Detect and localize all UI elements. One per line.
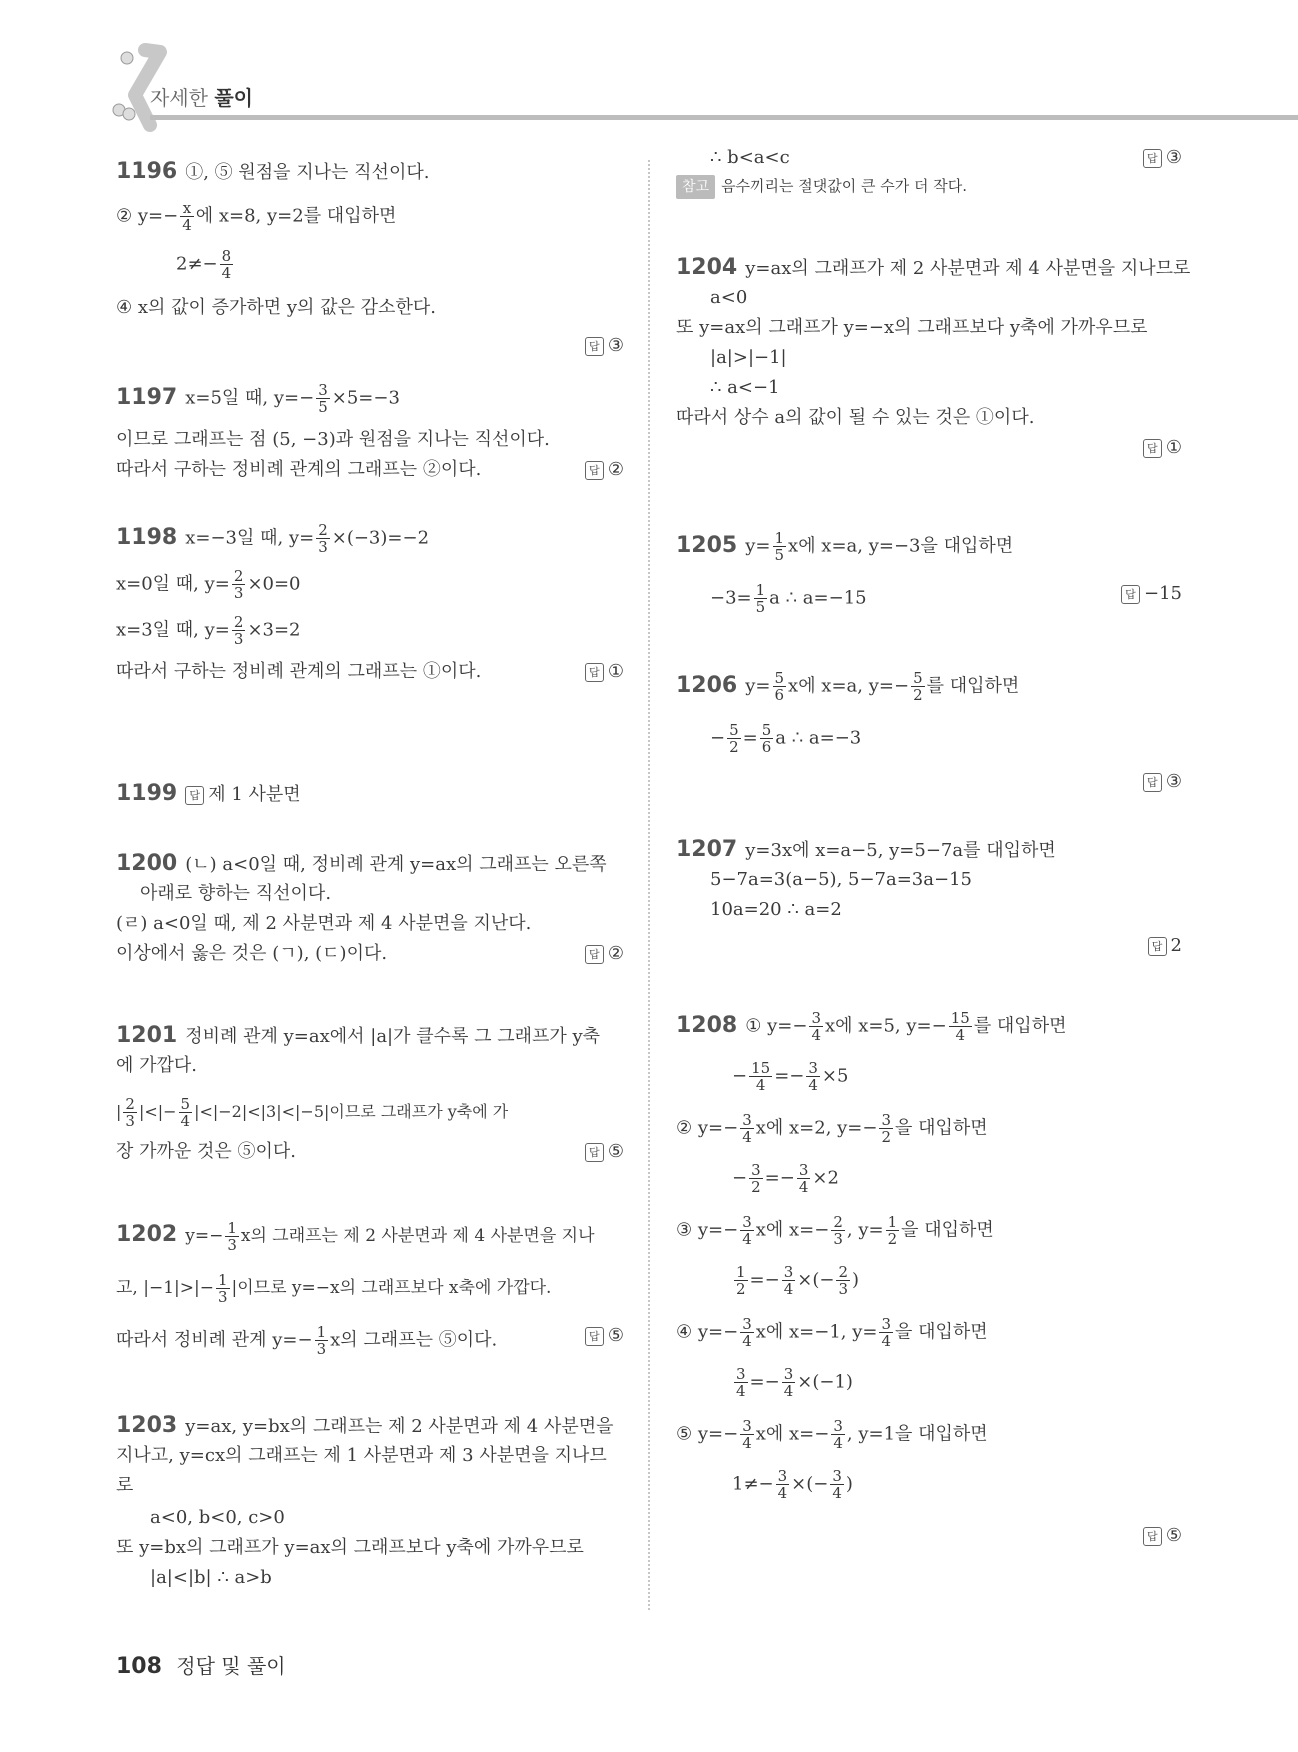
fraction: $\frac{2}{3}$ (125, 1095, 135, 1130)
problem-line (116, 1024, 600, 1049)
solution-text: x에 x=− (755, 1219, 830, 1241)
answer (585, 1324, 624, 1348)
answer-value: ③ (1165, 771, 1182, 792)
problem-number: 1203 (116, 1413, 178, 1438)
fraction: $\frac{x}{4}$ (182, 199, 192, 234)
answer (585, 334, 624, 358)
problem-number: 1199 (116, 781, 178, 806)
problem-line: 장 가까운 것은 ⑤이다. (116, 1141, 296, 1162)
solution-text: 1≠− (732, 1473, 774, 1495)
problem-line (116, 382, 400, 415)
answer-mark-icon: 답 (1143, 149, 1162, 168)
problem-line: 에 가깝다. (116, 1055, 197, 1076)
fraction: $\frac{3}{4}$ (736, 1365, 746, 1400)
problem-line: 이상에서 옳은 것은 (ㄱ), (ㄷ)이다. (116, 943, 388, 964)
answer-mark-icon: 답 (585, 945, 604, 964)
solution-text: y= (745, 675, 771, 697)
fraction: $\frac{5}{4}$ (180, 1095, 191, 1130)
answer (585, 458, 624, 482)
answer (1121, 582, 1182, 606)
solution-text: ×3=2 (247, 619, 301, 641)
solution-text: 을 대입하면 (895, 1117, 988, 1139)
solution-text: =− (749, 1269, 780, 1291)
answer-value: 2 (1170, 935, 1182, 956)
fraction: $\frac{3}{4}$ (833, 1417, 843, 1452)
fraction: $\frac{1}{3}$ (217, 1271, 228, 1306)
problem-line (116, 852, 607, 877)
answer (1143, 436, 1182, 460)
problem-line (176, 248, 235, 281)
fraction: $\frac{2}{3}$ (233, 613, 244, 648)
solution-text: ×(− (797, 1269, 835, 1291)
solution-text: x=3일 때, y= (116, 619, 230, 641)
fraction: $\frac{3}{4}$ (832, 1467, 842, 1502)
problem-number: 1196 (116, 159, 178, 184)
problem-line (116, 568, 301, 601)
problem-line (710, 722, 861, 755)
problem-number: 1201 (116, 1023, 178, 1048)
solution-text: x=0일 때, y= (116, 573, 230, 595)
problem-number: 1200 (116, 851, 178, 876)
problem-line: 10a=20 ∴ a=2 (710, 899, 842, 920)
solution-text: y=3x에 x=a−5, y=5−7a를 대입하면 (745, 840, 1056, 861)
column-divider (648, 160, 650, 1610)
answer-value: ② (607, 459, 624, 480)
solution-text: a ∴ a=−3 (775, 727, 862, 749)
problem-number: 1205 (676, 532, 738, 558)
solution-text: x에 x=2, y=− (755, 1117, 878, 1139)
answer (1143, 1524, 1182, 1548)
answer (1148, 934, 1182, 958)
problem-line: 따라서 상수 a의 값이 될 수 있는 것은 ①이다. (676, 407, 1035, 428)
problem-line (732, 1060, 848, 1093)
problem-number: 1206 (676, 672, 738, 698)
problem-line (676, 1214, 994, 1247)
answer-value: ① (607, 661, 624, 682)
solution-text: ⑤ y=− (676, 1423, 739, 1445)
problem-line: 따라서 구하는 정비례 관계의 그래프는 ②이다. (116, 459, 482, 480)
solution-text: 고, |−1|>|− (116, 1278, 214, 1298)
problem-line (116, 1220, 595, 1253)
fraction: $\frac{3}{5}$ (318, 381, 328, 416)
answer-value: ③ (1165, 147, 1182, 168)
fraction: $\frac{5}{2}$ (729, 721, 739, 756)
header-title-prefix: 자세한 (150, 86, 208, 110)
problem-line (732, 1366, 853, 1399)
answer-mark-icon: 답 (585, 663, 604, 682)
fraction: $\frac{3}{2}$ (751, 1161, 761, 1196)
fraction: $\frac{1}{5}$ (774, 529, 785, 564)
page-header (0, 0, 1298, 150)
answer-mark-icon: 답 (585, 461, 604, 480)
problem-line (676, 1112, 988, 1145)
solution-text: x에 x=a, y=−3을 대입하면 (788, 535, 1014, 557)
answer-mark-icon: 답 (1143, 773, 1162, 792)
problem-line: 지나고, y=cx의 그래프는 제 1 사분면과 제 3 사분면을 지나므 (116, 1445, 607, 1466)
solution-text: ×(−1) (797, 1371, 853, 1393)
problem-line (710, 582, 867, 615)
answer (585, 942, 624, 966)
fraction: $\frac{8}{4}$ (221, 247, 232, 282)
problem-line (676, 670, 1019, 703)
fraction: $\frac{1}{2}$ (887, 1213, 898, 1248)
problem-line: 아래로 향하는 직선이다. (140, 883, 332, 904)
answer (585, 660, 624, 684)
problem-line (116, 782, 301, 807)
problem-line (732, 1264, 859, 1297)
solution-text: y=− (185, 1226, 224, 1246)
problem-line: 또 y=ax의 그래프가 y=−x의 그래프보다 y축에 가까우므로 (676, 317, 1148, 338)
fraction: $\frac{2}{3}$ (318, 521, 328, 556)
fraction: $\frac{1}{3}$ (316, 1323, 327, 1358)
solution-text: 을 대입하면 (901, 1219, 994, 1241)
fraction: $\frac{3}{4}$ (783, 1263, 794, 1298)
fraction: $\frac{2}{3}$ (833, 1213, 843, 1248)
page-footer (116, 1650, 286, 1679)
page-number: 108 (116, 1654, 162, 1679)
problem-line (116, 614, 301, 647)
answer-mark-icon: 답 (585, 1327, 604, 1346)
fraction: $\frac{5}{6}$ (774, 669, 785, 704)
solution-text: =− (749, 1371, 780, 1393)
solution-text: ④ y=− (676, 1321, 739, 1343)
solution-text: | (116, 1102, 122, 1121)
answer-value: −15 (1144, 583, 1182, 604)
answer-value: ⑤ (607, 1325, 624, 1346)
fraction: $\frac{3}{4}$ (811, 1009, 821, 1044)
problem-line: ∴ a<−1 (710, 377, 780, 398)
answer (585, 1140, 624, 1164)
fraction: $\frac{3}{4}$ (783, 1365, 794, 1400)
fraction: $\frac{3}{4}$ (798, 1161, 809, 1196)
problem-line (116, 1096, 508, 1129)
solution-text: x=5일 때, y=− (185, 387, 315, 409)
answer-value: ③ (607, 335, 624, 356)
solution-text: |이므로 y=−x의 그래프보다 x축에 가깝다. (231, 1278, 552, 1298)
solution-text: − (710, 727, 726, 749)
solution-text: x의 그래프는 제 2 사분면과 제 4 사분면을 지나 (240, 1226, 595, 1246)
footer-label: 정답 및 풀이 (176, 1654, 286, 1678)
problem-line (116, 1272, 551, 1305)
solution-text: 를 대입하면 (973, 1015, 1067, 1037)
solution-text: x의 그래프는 ⑤이다. (330, 1329, 498, 1351)
problem-number: 1207 (676, 837, 738, 862)
answer (1143, 770, 1182, 794)
problem-line: |a|>|−1| (710, 347, 787, 368)
problem-line: 또 y=bx의 그래프가 y=ax의 그래프보다 y축에 가까우므로 (116, 1537, 584, 1558)
fraction: $\frac{3}{4}$ (808, 1059, 818, 1094)
solution-text: ×(−3)=−2 (331, 527, 430, 549)
solution-text: ) (852, 1269, 860, 1291)
solution-text: ×2 (812, 1167, 839, 1189)
solution-text: =− (764, 1167, 795, 1189)
fraction: $\frac{15}{4}$ (950, 1009, 970, 1044)
note-text: 음수끼리는 절댓값이 큰 수가 더 작다. (721, 177, 968, 195)
answer-value: 제 1 사분면 (208, 784, 301, 805)
problem-line: ④ x의 값이 증가하면 y의 값은 감소한다. (116, 297, 436, 318)
solution-text: ①, ⑤ 원점을 지나는 직선이다. (185, 162, 430, 183)
header-title-main: 풀이 (214, 86, 253, 110)
problem-line (116, 1324, 497, 1357)
fraction: $\frac{2}{3}$ (838, 1263, 848, 1298)
solution-text: x에 x=−1, y= (755, 1321, 878, 1343)
solution-text: y=ax의 그래프가 제 2 사분면과 제 4 사분면을 지나므로 (745, 258, 1191, 279)
fraction: $\frac{3}{4}$ (881, 1315, 892, 1350)
fraction: $\frac{3}{2}$ (881, 1111, 892, 1146)
problem-line (732, 1162, 839, 1195)
problem-line: ∴ b<a<c (710, 147, 790, 168)
solution-text: =− (774, 1065, 805, 1087)
problem-line (676, 256, 1190, 281)
problem-line (116, 522, 429, 555)
solution-text: ③ y=− (676, 1219, 739, 1241)
solution-text: , y= (846, 1219, 884, 1241)
fraction: $\frac{3}{4}$ (742, 1315, 752, 1350)
problem-line: 이므로 그래프는 점 (5, −3)과 원점을 지나는 직선이다. (116, 429, 550, 450)
solution-text: ① y=− (745, 1015, 808, 1037)
problem-line: (ㄹ) a<0일 때, 제 2 사분면과 제 4 사분면을 지난다. (116, 913, 532, 934)
solution-text: y= (745, 535, 771, 557)
fraction: $\frac{5}{6}$ (761, 721, 772, 756)
fraction: $\frac{5}{2}$ (913, 669, 923, 704)
solution-text: y=ax, y=bx의 그래프는 제 2 사분면과 제 4 사분면을 (185, 1416, 614, 1437)
problem-number: 1204 (676, 255, 738, 280)
solution-text: a ∴ a=−15 (769, 587, 867, 609)
solution-text: ×5=−3 (331, 387, 400, 409)
solution-text: 정비례 관계 y=ax에서 |a|가 클수록 그 그래프가 y축 (185, 1026, 601, 1047)
fraction: $\frac{1}{3}$ (227, 1219, 237, 1254)
answer-value: ① (1165, 437, 1182, 458)
solution-text: 를 대입하면 (926, 675, 1020, 697)
fraction: $\frac{3}{4}$ (742, 1111, 752, 1146)
answer-value: ② (607, 943, 624, 964)
solution-text: ) (845, 1473, 853, 1495)
solution-text: x=−3일 때, y= (185, 527, 315, 549)
fraction: $\frac{3}{4}$ (742, 1417, 752, 1452)
header-rule (150, 115, 1298, 120)
fraction: $\frac{3}{4}$ (777, 1467, 788, 1502)
problem-line (732, 1468, 853, 1501)
problem-number: 1208 (676, 1012, 738, 1038)
solution-text: ×5 (821, 1065, 849, 1087)
problem-line (676, 530, 1013, 563)
problem-line (676, 1010, 1066, 1043)
answer-mark-icon: 답 (585, 337, 604, 356)
answer-mark-icon: 답 (185, 786, 204, 805)
solution-text: = (742, 727, 758, 749)
solution-text: x에 x=5, y=− (824, 1015, 947, 1037)
problem-line (116, 200, 396, 233)
problem-line (116, 160, 429, 185)
answer-value: ⑤ (1165, 1525, 1182, 1546)
problem-line (116, 1414, 614, 1439)
fraction: $\frac{2}{3}$ (233, 567, 244, 602)
solution-text: |<|− (138, 1102, 177, 1121)
answer-mark-icon: 답 (1143, 439, 1162, 458)
solution-text: x에 x=− (755, 1423, 830, 1445)
solution-text: 2≠− (176, 253, 218, 275)
problem-line (676, 1316, 988, 1349)
solution-text: 에 x=8, y=2를 대입하면 (195, 205, 397, 227)
answer-value: ⑤ (607, 1141, 624, 1162)
answer-mark-icon: 답 (585, 1143, 604, 1162)
solution-text: 따라서 정비례 관계 y=− (116, 1329, 313, 1351)
problem-number: 1202 (116, 1222, 178, 1247)
problem-line: 5−7a=3(a−5), 5−7a=3a−15 (710, 869, 972, 890)
problem-number: 1197 (116, 384, 178, 410)
fraction: $\frac{15}{4}$ (751, 1059, 771, 1094)
solution-text: ② y=− (676, 1117, 739, 1139)
solution-text: ×0=0 (247, 573, 301, 595)
problem-line (676, 1418, 988, 1451)
note-badge: 참고 (676, 175, 715, 199)
problem-number: 1198 (116, 524, 178, 550)
solution-text: , y=1을 대입하면 (846, 1423, 988, 1445)
problem-line: 따라서 구하는 정비례 관계의 그래프는 ①이다. (116, 661, 482, 682)
solution-text: |<|−2|<|3|<|−5|이므로 그래프가 y축에 가 (194, 1102, 509, 1121)
problem-line (676, 838, 1056, 863)
fraction: $\frac{1}{5}$ (755, 581, 766, 616)
solution-text: ×(− (791, 1473, 829, 1495)
answer (1143, 146, 1182, 170)
solution-text: − (732, 1065, 748, 1087)
header-title (150, 82, 253, 111)
solution-text: 을 대입하면 (895, 1321, 988, 1343)
solution-text: − (732, 1167, 748, 1189)
problem-line: 로 (116, 1475, 134, 1496)
problem-line: a<0 (710, 287, 748, 308)
answer-mark-icon: 답 (1121, 585, 1140, 604)
fraction: $\frac{1}{2}$ (736, 1263, 746, 1298)
problem-line: |a|<|b| ∴ a>b (150, 1567, 272, 1588)
note-line (676, 174, 967, 199)
solution-text: x에 x=a, y=− (788, 675, 910, 697)
problem-line: a<0, b<0, c>0 (150, 1507, 285, 1528)
solution-text: −3= (710, 587, 752, 609)
answer-mark-icon: 답 (1148, 937, 1167, 956)
answer-mark-icon: 답 (1143, 1527, 1162, 1546)
fraction: $\frac{3}{4}$ (742, 1213, 752, 1248)
solution-text: ② y=− (116, 205, 179, 227)
solution-text: (ㄴ) a<0일 때, 정비례 관계 y=ax의 그래프는 오른쪽 (185, 854, 607, 875)
